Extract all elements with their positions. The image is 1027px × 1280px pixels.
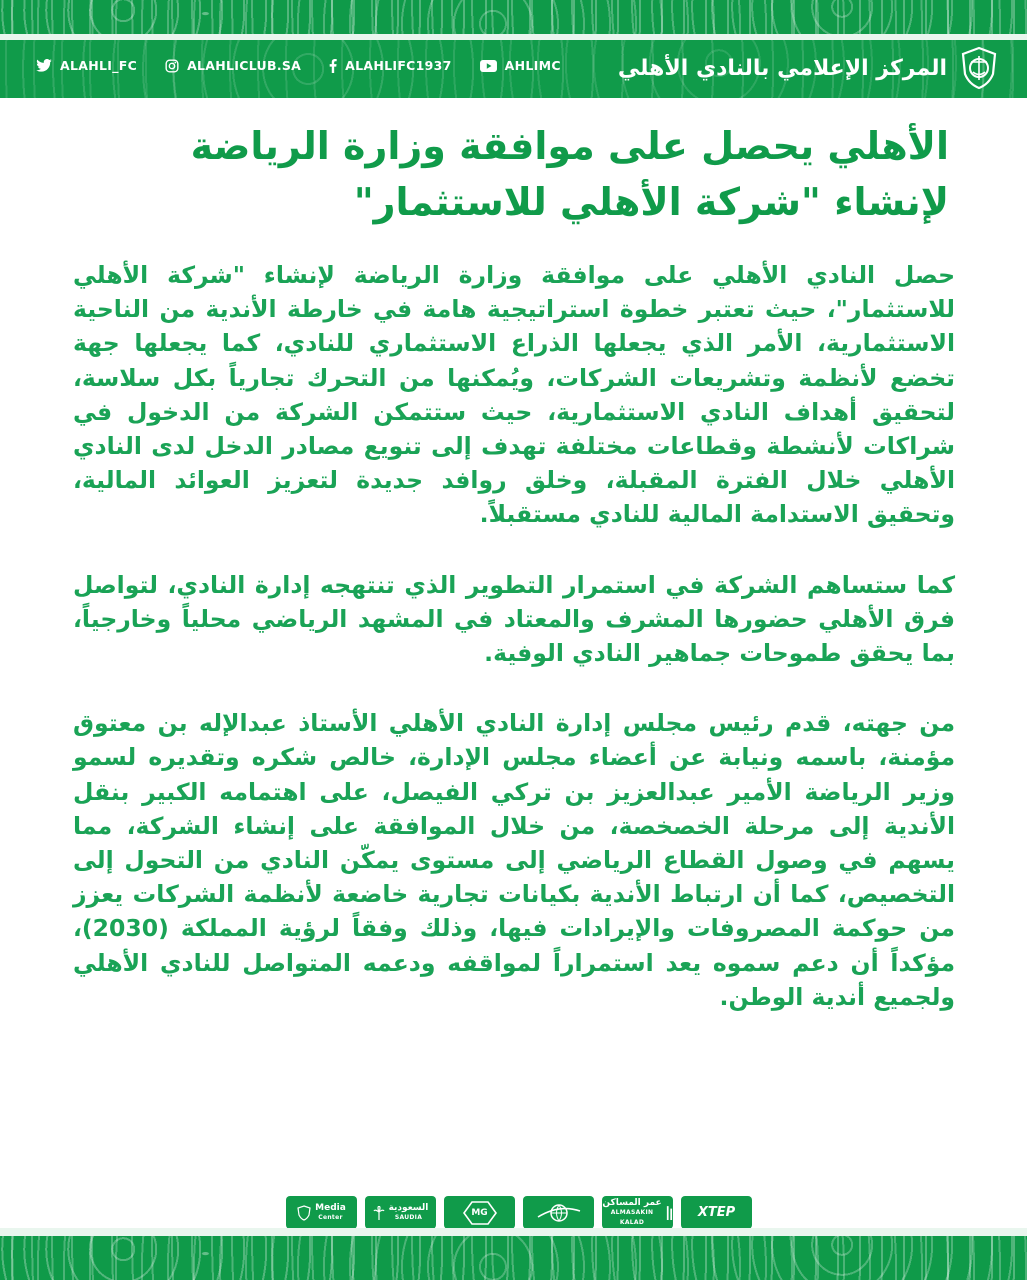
sponsor-mg-label: MG: [471, 1207, 488, 1218]
paragraph-3: من جهته، قدم رئيس مجلس إدارة النادي الأهلي الأستاذ عبدالإله بن معتوق مؤمنة، باسمه ونيابة عن أعضاء مجلس الإدارة، خالص شكره وتقديره لسمو وزير الرياضة الأمير عبدالعزيز بن تركي الفيصل، على اهتمامه الكبير بنقل الأندية إلى مرحلة الخصخصة، من خلال الموافقة على إنشاء الشركة، مما يسهم في وصول القطاع الرياضي إلى مستوى يمكّن النادي من التحول إلى التخصيص، كما أن ارتباط الأندية بكيانات تجارية خاضعة لأنظمة الشركات يعزز من حوكمة المصروفات والإيرادات فيها، وذلك وفقاً لرؤية المملكة (2030)، مؤكداً أن دعم سموه يعد استمراراً لمواقفه ودعمه المتواصل للنادي الأهلي ولجميع أندية الوطن.: [73, 709, 955, 1011]
social-facebook[interactable]: [329, 58, 452, 73]
alamsakin-logo-icon: [602, 1196, 673, 1229]
saudia-palm-icon: [373, 1206, 385, 1220]
sponsor-saudia-label: السعودية: [388, 1202, 429, 1213]
almasakin-mark-icon: [666, 1204, 673, 1222]
sponsor-saudia-sub: SAUDIA: [394, 1213, 423, 1221]
social-youtube[interactable]: [480, 58, 561, 73]
social-links: [36, 58, 561, 73]
media-center-brand: [618, 46, 999, 90]
globe-swoosh-icon: [536, 1202, 582, 1224]
media-center-logo-icon: [286, 1196, 357, 1229]
facebook-icon: [329, 59, 337, 73]
facebook-handle: ALAHLIFC1937: [345, 58, 452, 73]
saudia-logo-icon: [365, 1196, 436, 1229]
youtube-handle: AHLIMC: [504, 58, 561, 73]
sponsor-almasakin-sub: ALMASAKIN KALAD: [610, 1208, 654, 1226]
sponsor-almasakin-label: عمر المساكن: [602, 1197, 662, 1208]
xtep-logo-icon: [681, 1196, 752, 1229]
sponsor-media-sub: Center: [318, 1213, 343, 1221]
mg-logo-icon: [444, 1196, 515, 1229]
headline-line-1: الأهلي يحصل على موافقة وزارة الرياضة: [190, 124, 949, 168]
twitter-handle: ALAHLI_FC: [60, 58, 138, 73]
headline-line-2: لإنشاء "شركة الأهلي للاستثمار": [353, 180, 949, 224]
instagram-icon: [165, 59, 179, 73]
social-instagram[interactable]: [165, 58, 301, 73]
youtube-icon: [480, 60, 497, 72]
sponsor-logos: [286, 1196, 752, 1229]
social-twitter[interactable]: [36, 58, 137, 73]
sponsor-media-label: Media: [315, 1202, 346, 1213]
twitter-icon: [36, 59, 52, 72]
article-body: [73, 258, 955, 1050]
paragraph-1: حصل النادي الأهلي على موافقة وزارة الرياضة لإنشاء "شركة الأهلي للاستثمار"، حيث تعتبر خطوة استراتيجية هامة في خارطة الأندية من الناحية الاستثمارية، الأمر الذي يجعلها الذراع الاستثماري للنادي، كما يجعلها جهة تخضع لأنظمة وتشريعات الشركات، ويُمكنها من التحرك تجارياً بكل سلاسة، لتحقيق أهداف النادي الاستثمارية، حيث ستتمكن الشركة من الدخول في شراكات لأنشطة وقطاعات مختلفة تهدف إلى تنويع مصادر الدخل لدى النادي الأهلي خلال الفترة المقبلة، وخلق روافد جديدة لتعزيز العوائد المالية، وتحقيق الاستدامة المالية للنادي مستقبلاً.: [73, 261, 955, 529]
bottom-pattern-band: [0, 1236, 1027, 1280]
brand-title: المركز الإعلامي بالنادي الأهلي: [617, 55, 947, 81]
bottom-divider: [0, 1228, 1027, 1236]
top-pattern-band: [0, 0, 1027, 34]
sponsor-xtep-label: XTEP: [697, 1204, 736, 1220]
alahli-crest-icon: [959, 46, 999, 90]
headline: [89, 118, 949, 230]
paragraph-2: كما ستساهم الشركة في استمرار التطوير الذي تنتهجه إدارة النادي، لتواصل فرق الأهلي حضورها المشرف والمعتاد في المشهد الرياضي محلياً وخارجياً، بما يحقق طموحات جماهير النادي الوفية.: [73, 570, 955, 668]
globe-logo-icon: [523, 1196, 594, 1229]
instagram-handle: ALAHLICLUB.SA: [187, 58, 302, 73]
media-center-crest-icon: [297, 1205, 311, 1221]
